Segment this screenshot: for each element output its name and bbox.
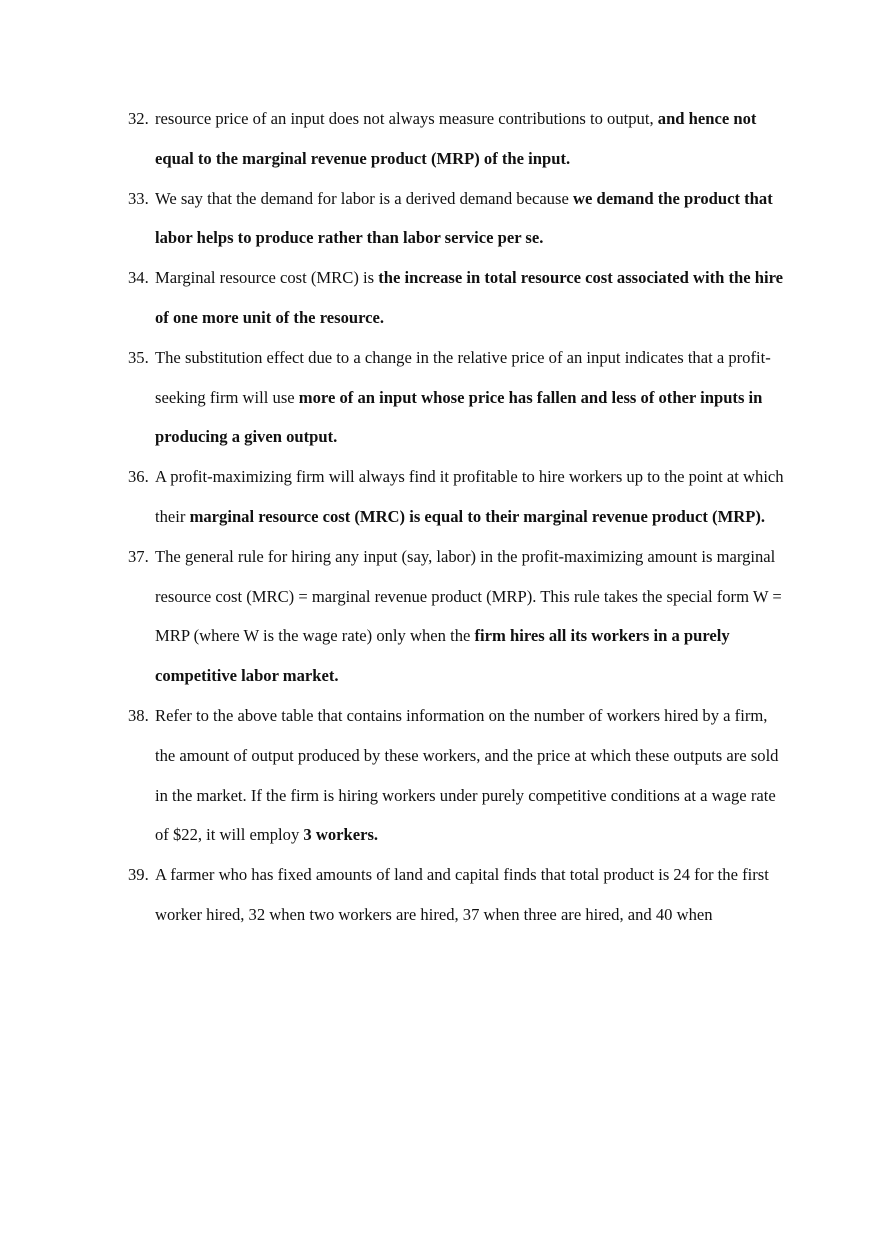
list-item bbox=[128, 338, 788, 457]
item-number: 39. bbox=[128, 865, 149, 885]
item-text: Marginal resource cost (MRC) is bbox=[155, 268, 379, 288]
item-text: We say that the demand for labor is a derived demand because bbox=[155, 188, 573, 208]
item-number: 36. bbox=[128, 467, 149, 487]
item-answer: 3 workers. bbox=[303, 825, 379, 845]
item-number: 33. bbox=[128, 188, 149, 208]
item-text: The substitution effect due to a change in the relative price of an input indicates that a profit-seeking firm will use bbox=[155, 347, 771, 407]
list-item bbox=[128, 855, 788, 935]
item-text: A profit-maximizing firm will always find it profitable to hire workers up to the point at which their bbox=[155, 467, 784, 526]
list-item bbox=[128, 457, 788, 537]
item-answer: and hence not equal to the marginal revenue product (MRP) of the input. bbox=[155, 109, 757, 168]
item-number: 38. bbox=[128, 705, 149, 725]
list-item bbox=[128, 99, 788, 179]
item-text: resource price of an input does not always measure contributions to output, bbox=[155, 109, 658, 128]
item-number: 32. bbox=[128, 109, 149, 128]
item-number: 35. bbox=[128, 347, 149, 367]
item-number: 34. bbox=[128, 268, 149, 288]
item-text: A farmer who has fixed amounts of land and capital finds that total product is 24 for the first worker hired, 32 when two workers are hired, 37 when three are hired, and 40 when bbox=[155, 865, 769, 924]
list-item bbox=[128, 537, 788, 696]
item-answer: firm hires all its workers in a purely competitive labor market. bbox=[155, 626, 730, 686]
item-text: Refer to the above table that contains information on the number of workers hired by a firm, the amount of output produced by these workers, and the price at which these outputs are sold in the market. If the firm is hiring workers under purely competitive conditions at a wage rate of $22, it will employ bbox=[155, 705, 779, 845]
item-answer: marginal resource cost (MRC) is equal to their marginal revenue product (MRP). bbox=[189, 506, 766, 526]
answer-list bbox=[128, 99, 788, 935]
list-item bbox=[128, 258, 788, 338]
item-answer: the increase in total resource cost associated with the hire of one more unit of the resource. bbox=[155, 268, 784, 327]
item-answer: we demand the product that labor helps to produce rather than labor service per se. bbox=[155, 188, 773, 248]
item-number: 37. bbox=[128, 546, 149, 566]
item-answer: more of an input whose price has fallen and less of other inputs in producing a given output. bbox=[155, 387, 763, 447]
list-item bbox=[128, 179, 788, 259]
list-item bbox=[128, 696, 788, 855]
item-text: The general rule for hiring any input (say, labor) in the profit-maximizing amount is marginal resource cost (MRC) = marginal revenue product (MRP). This rule takes the special form W = MRP (where W is the wage rate) only when the bbox=[155, 546, 782, 646]
